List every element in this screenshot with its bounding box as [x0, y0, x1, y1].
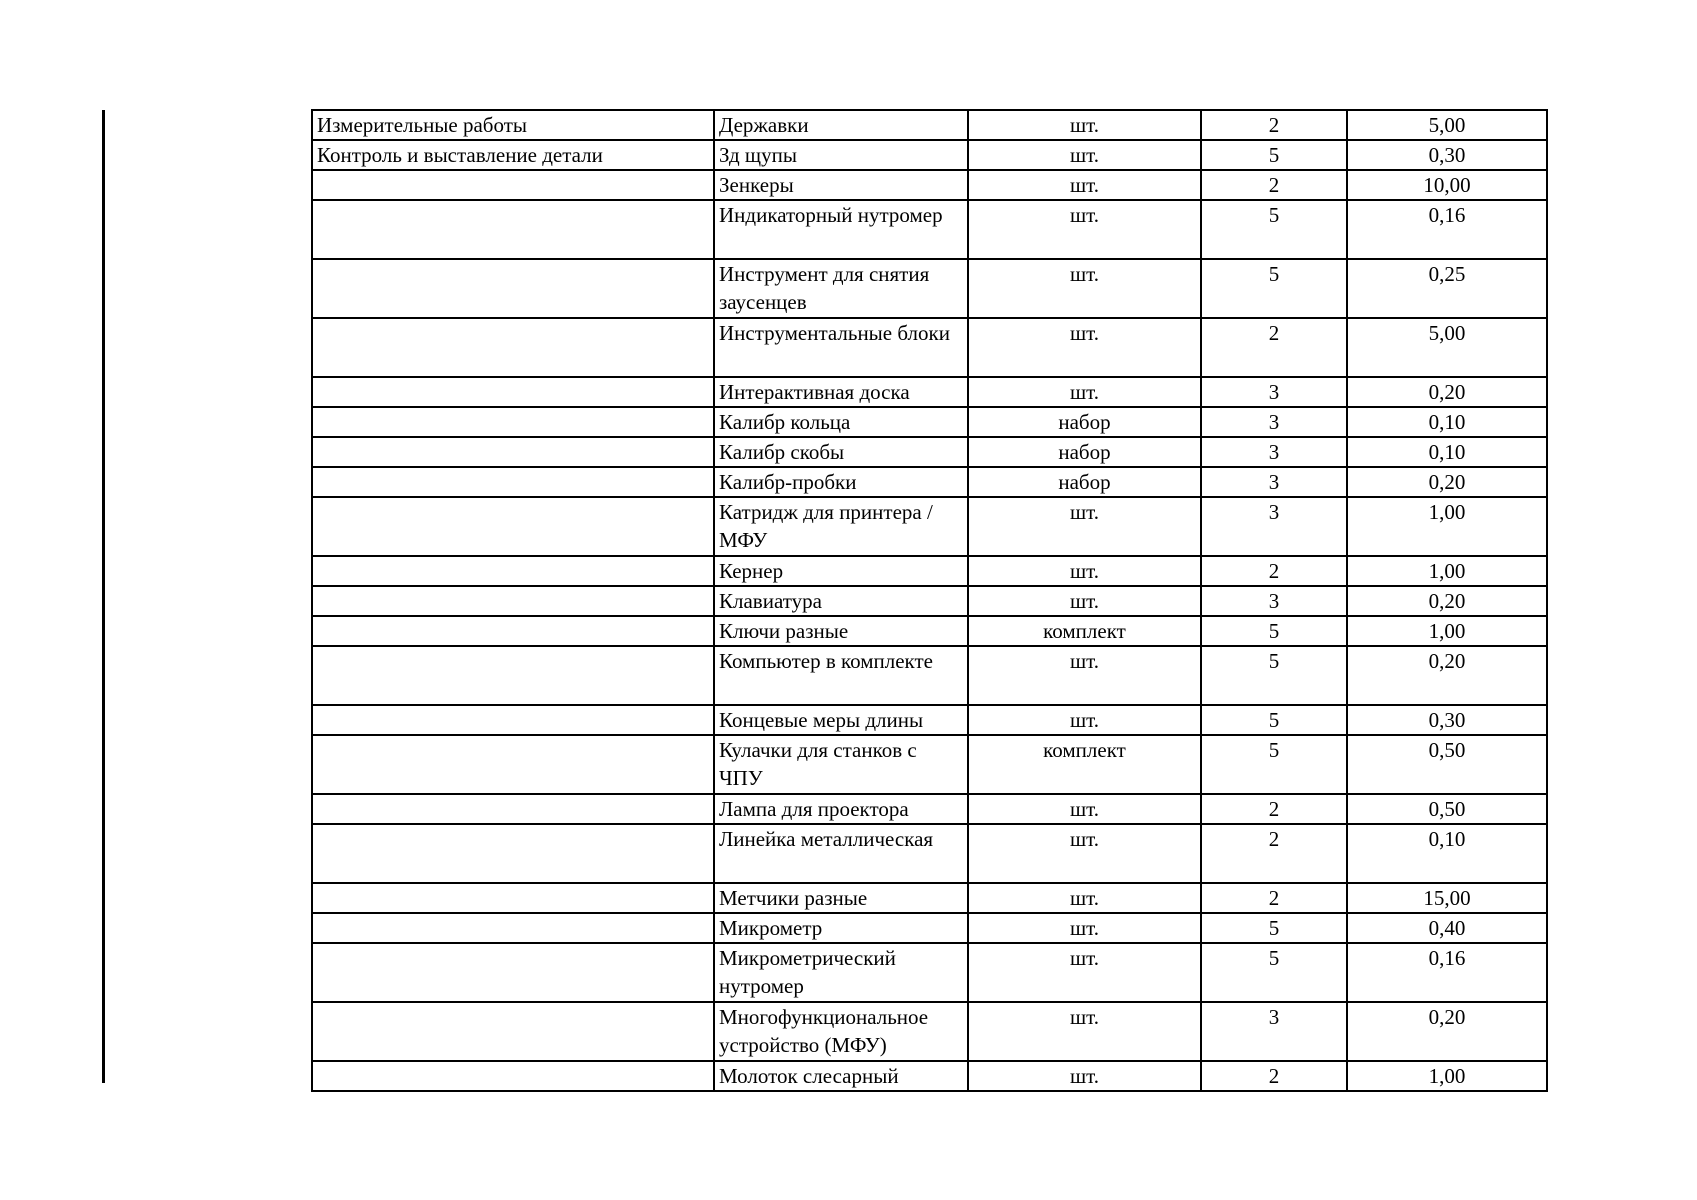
quantity-cell: 3 [1201, 467, 1347, 497]
item-name-cell: Инструмент для снятия заусенцев [714, 259, 968, 318]
item-name-cell: Интерактивная доска [714, 377, 968, 407]
category-cell [312, 259, 714, 318]
quantity-cell: 2 [1201, 318, 1347, 377]
unit-cell: шт. [968, 140, 1201, 170]
quantity-cell: 2 [1201, 794, 1347, 824]
unit-cell: шт. [968, 200, 1201, 259]
category-cell [312, 705, 714, 735]
value-cell: 0,30 [1347, 140, 1547, 170]
table-row [312, 586, 1547, 616]
unit-cell: шт. [968, 1061, 1201, 1091]
unit-cell: шт. [968, 943, 1201, 1002]
equipment-table [311, 109, 1548, 1092]
quantity-cell: 5 [1201, 646, 1347, 705]
unit-cell: шт. [968, 259, 1201, 318]
table-body [312, 110, 1547, 1091]
value-cell: 0,20 [1347, 646, 1547, 705]
category-cell [312, 646, 714, 705]
table-row [312, 377, 1547, 407]
table-row [312, 646, 1547, 705]
value-cell: 0,16 [1347, 943, 1547, 1002]
quantity-cell: 2 [1201, 824, 1347, 883]
category-cell [312, 497, 714, 556]
item-name-cell: Калибр скобы [714, 437, 968, 467]
item-name-cell: Калибр-пробки [714, 467, 968, 497]
quantity-cell: 5 [1201, 616, 1347, 646]
category-cell [312, 883, 714, 913]
unit-cell: шт. [968, 913, 1201, 943]
item-name-cell: Микрометрический нутромер [714, 943, 968, 1002]
table-row [312, 259, 1547, 318]
item-name-cell: Компьютер в комплекте [714, 646, 968, 705]
table-row [312, 110, 1547, 140]
item-name-cell: Державки [714, 110, 968, 140]
value-cell: 0,20 [1347, 1002, 1547, 1061]
quantity-cell: 5 [1201, 735, 1347, 794]
category-cell [312, 377, 714, 407]
table-row [312, 943, 1547, 1002]
item-name-cell: Линейка металлическая [714, 824, 968, 883]
quantity-cell: 3 [1201, 377, 1347, 407]
unit-cell: набор [968, 407, 1201, 437]
unit-cell: комплект [968, 616, 1201, 646]
table-row [312, 407, 1547, 437]
category-cell [312, 437, 714, 467]
table-row [312, 1002, 1547, 1061]
value-cell: 10,00 [1347, 170, 1547, 200]
category-cell [312, 467, 714, 497]
category-cell: Измерительные работы [312, 110, 714, 140]
item-name-cell: Молоток слесарный [714, 1061, 968, 1091]
value-cell: 0,50 [1347, 794, 1547, 824]
item-name-cell: Ключи разные [714, 616, 968, 646]
unit-cell: шт. [968, 794, 1201, 824]
category-cell [312, 170, 714, 200]
quantity-cell: 5 [1201, 913, 1347, 943]
unit-cell: набор [968, 467, 1201, 497]
table-row [312, 1061, 1547, 1091]
unit-cell: шт. [968, 170, 1201, 200]
item-name-cell: Концевые меры длины [714, 705, 968, 735]
category-cell [312, 1061, 714, 1091]
category-cell [312, 913, 714, 943]
value-cell: 1,00 [1347, 616, 1547, 646]
quantity-cell: 2 [1201, 883, 1347, 913]
unit-cell: шт. [968, 705, 1201, 735]
value-cell: 0,10 [1347, 437, 1547, 467]
quantity-cell: 3 [1201, 1002, 1347, 1061]
item-name-cell: Клавиатура [714, 586, 968, 616]
item-name-cell: Калибр кольца [714, 407, 968, 437]
value-cell: 0,50 [1347, 735, 1547, 794]
unit-cell: шт. [968, 110, 1201, 140]
category-cell [312, 200, 714, 259]
quantity-cell: 5 [1201, 705, 1347, 735]
item-name-cell: Инструментальные блоки [714, 318, 968, 377]
item-name-cell: Индикаторный нутромер [714, 200, 968, 259]
value-cell: 0,10 [1347, 407, 1547, 437]
value-cell: 1,00 [1347, 1061, 1547, 1091]
value-cell: 1,00 [1347, 497, 1547, 556]
value-cell: 0,10 [1347, 824, 1547, 883]
quantity-cell: 2 [1201, 110, 1347, 140]
table-row [312, 170, 1547, 200]
item-name-cell: Микрометр [714, 913, 968, 943]
unit-cell: шт. [968, 377, 1201, 407]
margin-rule [102, 110, 105, 1083]
table-row [312, 437, 1547, 467]
value-cell: 5,00 [1347, 110, 1547, 140]
table-row [312, 705, 1547, 735]
quantity-cell: 3 [1201, 407, 1347, 437]
unit-cell: шт. [968, 556, 1201, 586]
table-row [312, 140, 1547, 170]
category-cell [312, 735, 714, 794]
table-row [312, 735, 1547, 794]
quantity-cell: 2 [1201, 1061, 1347, 1091]
quantity-cell: 3 [1201, 437, 1347, 467]
unit-cell: шт. [968, 883, 1201, 913]
quantity-cell: 5 [1201, 140, 1347, 170]
item-name-cell: Многофункциональное устройство (МФУ) [714, 1002, 968, 1061]
table-row [312, 318, 1547, 377]
quantity-cell: 3 [1201, 586, 1347, 616]
item-name-cell: Зд щупы [714, 140, 968, 170]
value-cell: 15,00 [1347, 883, 1547, 913]
quantity-cell: 3 [1201, 497, 1347, 556]
quantity-cell: 5 [1201, 200, 1347, 259]
value-cell: 0,20 [1347, 586, 1547, 616]
table-row [312, 497, 1547, 556]
item-name-cell: Катридж для принтера /МФУ [714, 497, 968, 556]
table-row [312, 794, 1547, 824]
unit-cell: комплект [968, 735, 1201, 794]
unit-cell: шт. [968, 318, 1201, 377]
category-cell [312, 556, 714, 586]
table-row [312, 824, 1547, 883]
quantity-cell: 2 [1201, 170, 1347, 200]
quantity-cell: 2 [1201, 556, 1347, 586]
table-row [312, 913, 1547, 943]
quantity-cell: 5 [1201, 259, 1347, 318]
unit-cell: шт. [968, 586, 1201, 616]
item-name-cell: Метчики разные [714, 883, 968, 913]
category-cell [312, 586, 714, 616]
table-row [312, 467, 1547, 497]
category-cell: Контроль и выставление детали [312, 140, 714, 170]
item-name-cell: Кулачки для станков с ЧПУ [714, 735, 968, 794]
table-row [312, 556, 1547, 586]
value-cell: 0,30 [1347, 705, 1547, 735]
category-cell [312, 794, 714, 824]
item-name-cell: Лампа для проектора [714, 794, 968, 824]
table-row [312, 616, 1547, 646]
category-cell [312, 1002, 714, 1061]
item-name-cell: Кернер [714, 556, 968, 586]
unit-cell: шт. [968, 824, 1201, 883]
unit-cell: набор [968, 437, 1201, 467]
table-row [312, 883, 1547, 913]
category-cell [312, 407, 714, 437]
value-cell: 0,40 [1347, 913, 1547, 943]
unit-cell: шт. [968, 646, 1201, 705]
item-name-cell: Зенкеры [714, 170, 968, 200]
value-cell: 1,00 [1347, 556, 1547, 586]
value-cell: 0,25 [1347, 259, 1547, 318]
quantity-cell: 5 [1201, 943, 1347, 1002]
category-cell [312, 616, 714, 646]
unit-cell: шт. [968, 1002, 1201, 1061]
value-cell: 0,16 [1347, 200, 1547, 259]
category-cell [312, 824, 714, 883]
value-cell: 5,00 [1347, 318, 1547, 377]
unit-cell: шт. [968, 497, 1201, 556]
category-cell [312, 318, 714, 377]
value-cell: 0,20 [1347, 467, 1547, 497]
category-cell [312, 943, 714, 1002]
table-row [312, 200, 1547, 259]
value-cell: 0,20 [1347, 377, 1547, 407]
